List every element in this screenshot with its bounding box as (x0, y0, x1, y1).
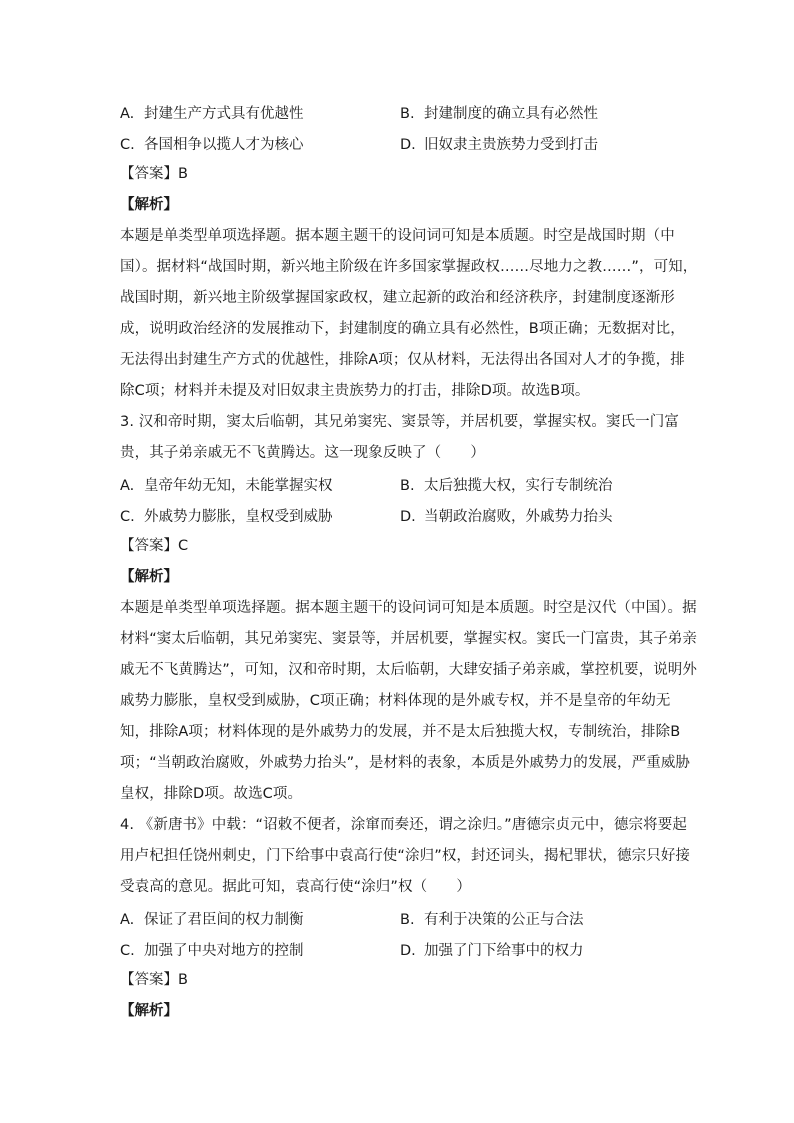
text-line: 本题是单类型单项选择题。据本题主题干的设问词可知是本质题。时空是汉代（中国）。据 (120, 600, 697, 616)
text-line: 皇权，排除D项。故选C项。 (120, 786, 303, 802)
q2-options-row-1 (120, 97, 680, 128)
q3-option-a[interactable] (120, 474, 400, 495)
text-line: 材料“窦太后临朝，其兄弟窦宪、窦景等，并居机要，掌握实权。窦氏一门富贵，其子弟亲 (120, 631, 698, 647)
q2-analysis-label: 【解析】 (120, 197, 178, 213)
q4-options-row-2 (120, 934, 680, 965)
text-line: 知，排除A项；材料体现的是外戚势力的发展，并不是太后独揽大权，专制统治，排除B (120, 724, 681, 740)
text-line: 戚无不飞黄腾达”，可知，汉和帝时期，太后临朝，大肆安插子弟亲戚，掌控机要，说明外 (120, 662, 698, 678)
q4-option-c[interactable] (120, 939, 400, 960)
text-line: 用卢杞担任饶州刺史，门下给事中袁高行使“涂归”权，封还词头，揭杞罪状，德宗只好接 (120, 848, 691, 864)
option-letter: A. (120, 478, 135, 494)
option-letter: D. (400, 943, 416, 959)
q3-option-b[interactable] (400, 474, 680, 495)
option-letter: A. (120, 912, 135, 928)
q3-option-c[interactable] (120, 505, 400, 526)
option-text: 当朝政治腐败，外戚势力抬头 (424, 509, 613, 525)
option-letter: C. (120, 509, 135, 525)
option-text: 加强了中央对地方的控制 (144, 943, 304, 959)
text-line: 本题是单类型单项选择题。据本题主题干的设问词可知是本质题。时空是战国时期（中 (120, 228, 675, 244)
option-text: 太后独揽大权，实行专制统治 (424, 478, 613, 494)
text-line: 受袁高的意见。据此可知，袁高行使“涂归”权（ ） (120, 879, 472, 895)
q2-option-c[interactable] (120, 133, 400, 154)
q2-options-row-2 (120, 128, 680, 159)
q3-analysis-text (120, 593, 698, 810)
q2-option-b[interactable] (400, 102, 680, 123)
q4-answer: 【答案】B (120, 972, 188, 988)
option-letter: C. (120, 137, 135, 153)
document-content (120, 97, 698, 1027)
q4-options-row-1 (120, 903, 680, 934)
q2-analysis-text (120, 221, 698, 407)
q2-option-d[interactable] (400, 133, 680, 154)
option-text: 封建制度的确立具有必然性 (424, 106, 598, 122)
text-line: 4. 《新唐书》中载：“诏敕不便者，涂窜而奏还，谓之涂归。”唐德宗贞元中，德宗将要起 (120, 817, 687, 833)
option-text: 有利于决策的公正与合法 (424, 912, 584, 928)
q3-answer: 【答案】C (120, 538, 189, 554)
option-letter: B. (400, 106, 415, 122)
text-line: 无法得出封建生产方式的优越性，排除A项；仅从材料，无法得出各国对人才的争揽，排 (120, 352, 685, 368)
text-line: 戚势力膨胀，皇权受到威胁，C项正确；材料体现的是外戚专权，并不是皇帝的年幼无 (120, 693, 671, 709)
q3-options-row-2 (120, 500, 680, 531)
option-letter: B. (400, 478, 415, 494)
q4-option-b[interactable] (400, 908, 680, 929)
text-line: 项；“当朝政治腐败，外戚势力抬头”，是材料的表象，本质是外戚势力的发展，严重威胁 (120, 755, 691, 771)
q4-option-d[interactable] (400, 939, 680, 960)
text-line: 除C项；材料并未提及对旧奴隶主贵族势力的打击，排除D项。故选B项。 (120, 383, 590, 399)
q3-analysis-label: 【解析】 (120, 569, 178, 585)
option-text: 各国相争以揽人才为核心 (144, 137, 304, 153)
q4-option-a[interactable] (120, 908, 400, 929)
q3-options-row-1 (120, 469, 680, 500)
option-text: 封建生产方式具有优越性 (144, 106, 304, 122)
text-line: 国）。据材料“战国时期，新兴地主阶级在许多国家掌握政权……尽地力之教……”，可知， (120, 259, 698, 275)
option-text: 加强了门下给事中的权力 (424, 943, 584, 959)
q3-option-d[interactable] (400, 505, 680, 526)
q4-analysis-label: 【解析】 (120, 1003, 178, 1019)
option-letter: D. (400, 509, 416, 525)
option-text: 外戚势力膨胀，皇权受到威胁 (144, 509, 333, 525)
option-letter: A. (120, 106, 135, 122)
option-letter: B. (400, 912, 415, 928)
option-text: 旧奴隶主贵族势力受到打击 (424, 137, 598, 153)
text-line: 成，说明政治经济的发展推动下，封建制度的确立具有必然性，B项正确；无数据对比， (120, 321, 685, 337)
option-text: 皇帝年幼无知，未能掌握实权 (144, 478, 333, 494)
text-line: 贵，其子弟亲戚无不飞黄腾达。这一现象反映了（ ） (120, 445, 485, 461)
option-text: 保证了君臣间的权力制衡 (144, 912, 304, 928)
q4-stem (120, 810, 691, 903)
q2-answer: 【答案】B (120, 166, 188, 182)
option-letter: C. (120, 943, 135, 959)
text-line: 战国时期，新兴地主阶级掌握国家政权，建立起新的政治和经济秩序，封建制度逐渐形 (120, 290, 675, 306)
q2-option-a[interactable] (120, 102, 400, 123)
option-letter: D. (400, 137, 416, 153)
text-line: 3. 汉和帝时期，窦太后临朝，其兄弟窦宪、窦景等，并居机要，掌握实权。窦氏一门富 (120, 414, 679, 430)
q3-stem (120, 407, 680, 469)
